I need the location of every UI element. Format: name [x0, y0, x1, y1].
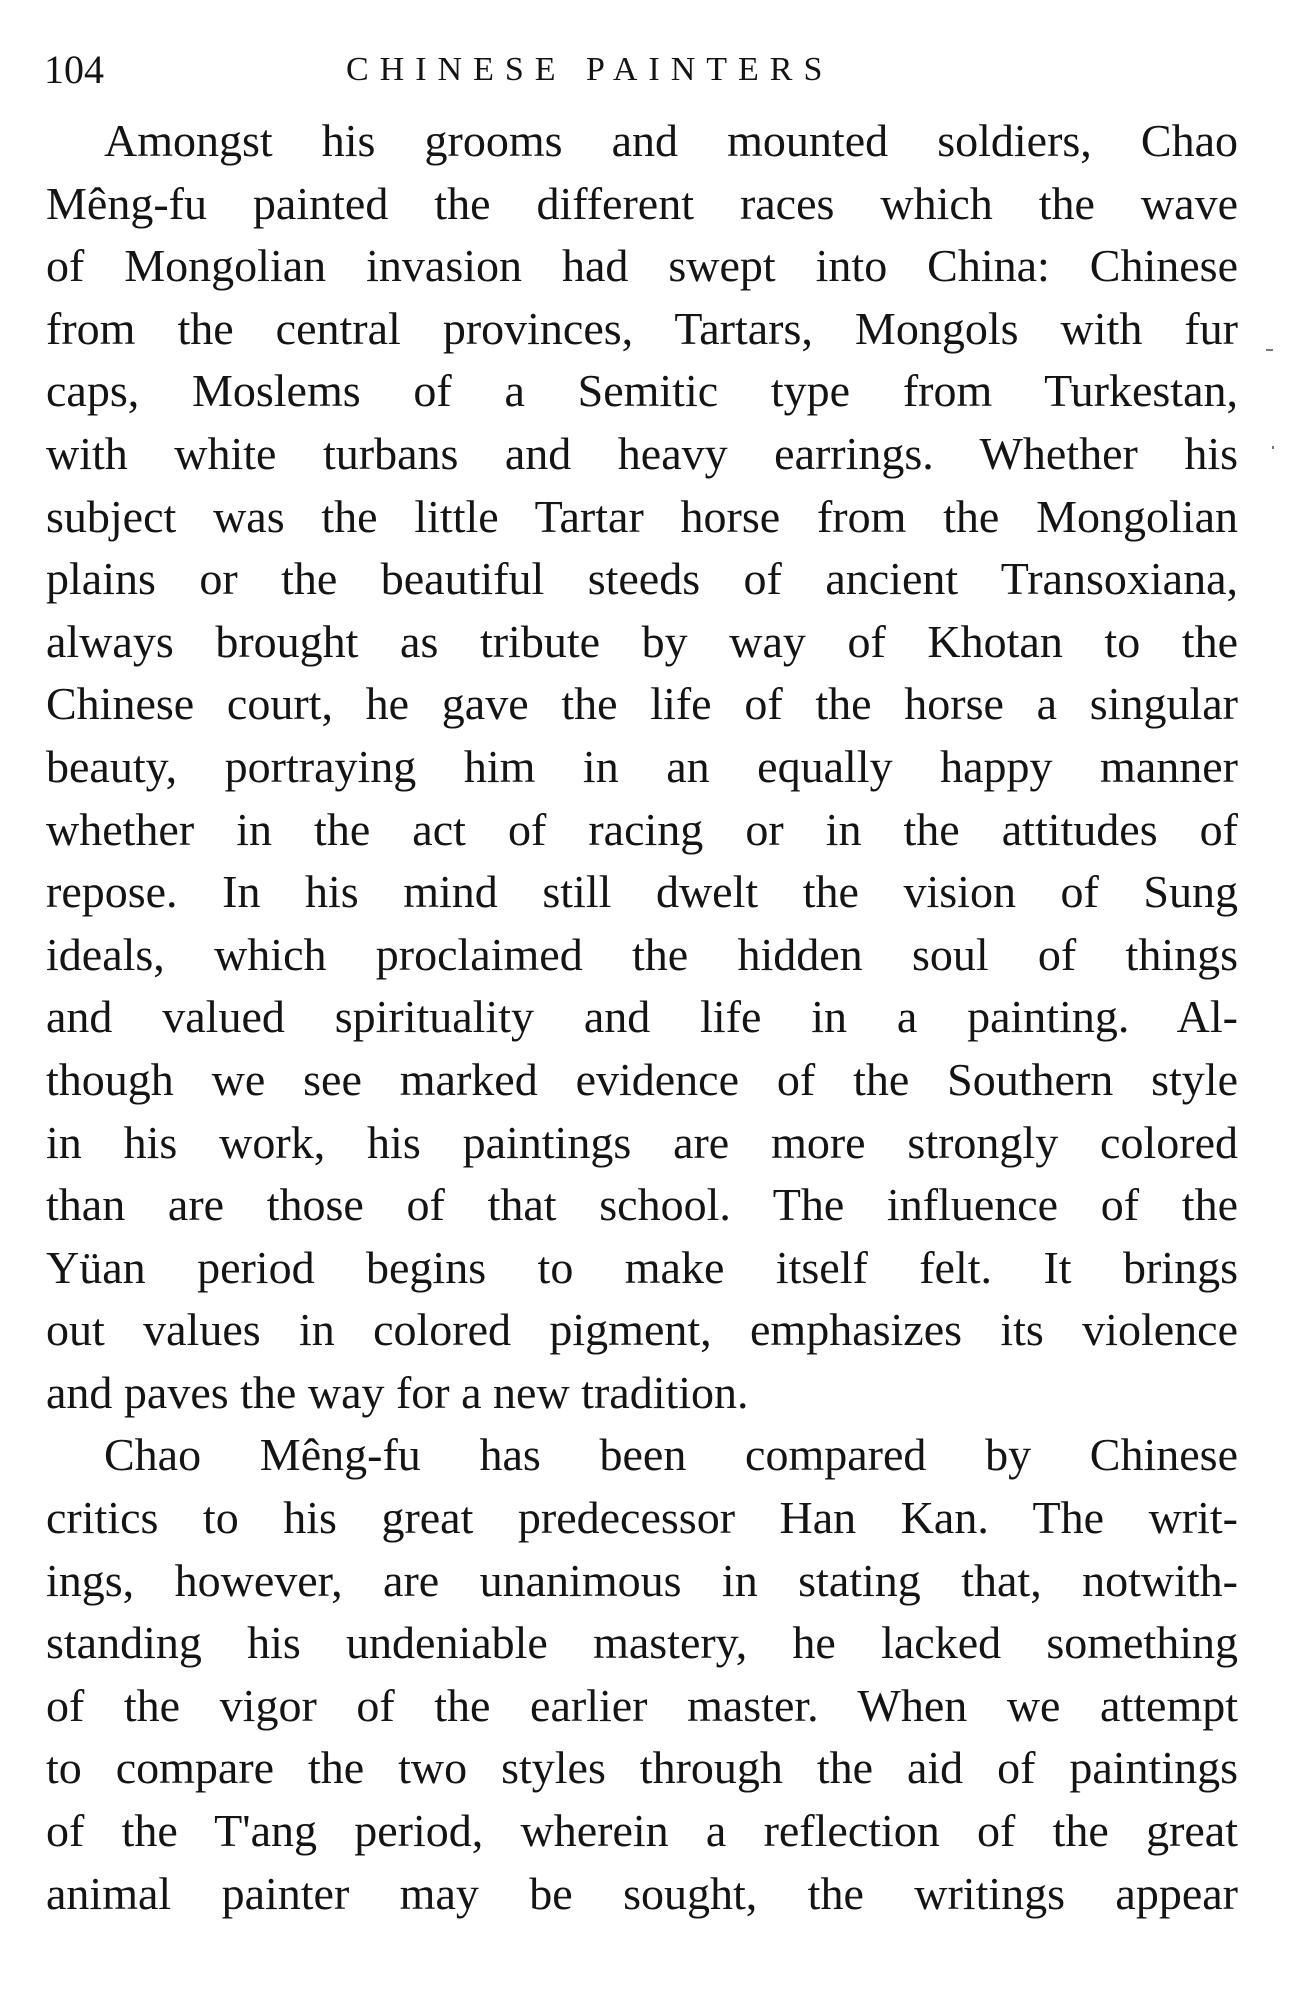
text-line: to compare the two styles through the aid of paintings: [46, 1742, 1238, 1794]
page-number: 104: [44, 47, 104, 92]
text-line: with white turbans and heavy earrings. Whether his: [46, 427, 1238, 479]
text-line: whether in the act of racing or in the attitudes of: [46, 803, 1238, 855]
text-line: of Mongolian invasion had swept into China: Chinese: [46, 240, 1238, 292]
text-line: and valued spirituality and life in a painting. Al-: [46, 991, 1238, 1043]
text-line: animal painter may be sought, the writings appear: [46, 1867, 1238, 1919]
text-line: Mêng-fu painted the different races which the wave: [46, 177, 1238, 229]
text-line: critics to his great predecessor Han Kan. The writ-: [46, 1492, 1238, 1544]
scan-speck: [1272, 446, 1274, 449]
text-line: Yüan period begins to make itself felt. It brings: [46, 1241, 1238, 1293]
text-line: always brought as tribute by way of Khotan to the: [46, 615, 1238, 667]
text-line: ings, however, are unanimous in stating that, notwith-: [46, 1554, 1238, 1606]
text-line: in his work, his paintings are more strongly colored: [46, 1116, 1238, 1168]
text-line: Chinese court, he gave the life of the horse a singular: [46, 678, 1238, 730]
text-line: beauty, portraying him in an equally happy manner: [46, 740, 1238, 792]
text-line: repose. In his mind still dwelt the vision of Sung: [46, 866, 1238, 918]
text-line: subject was the little Tartar horse from the Mongolian: [46, 490, 1238, 542]
scan-speck: [1266, 349, 1273, 351]
paragraph-1: [46, 110, 1238, 1424]
text-line: though we see marked evidence of the Southern style: [46, 1053, 1238, 1105]
paragraph-2: [46, 1424, 1238, 1925]
text-line: caps, Moslems of a Semitic type from Turkestan,: [46, 365, 1238, 417]
body-text: [46, 110, 1238, 1925]
text-line: Amongst his grooms and mounted soldiers, Chao: [104, 115, 1238, 166]
text-line: Chao Mêng-fu has been compared by Chinese: [104, 1429, 1238, 1481]
text-line: of the T'ang period, wherein a reflection of the great: [46, 1805, 1238, 1857]
text-line: from the central provinces, Tartars, Mongols with fur: [46, 302, 1238, 354]
text-line: of the vigor of the earlier master. When we attempt: [46, 1679, 1238, 1731]
text-line: standing his undeniable mastery, he lacked something: [46, 1617, 1238, 1669]
text-line: than are those of that school. The influence of the: [46, 1179, 1238, 1231]
running-title: CHINESE PAINTERS: [346, 51, 834, 88]
text-line: out values in colored pigment, emphasizes its violence: [46, 1304, 1238, 1356]
text-line: and paves the way for a new tradition.: [46, 1366, 749, 1418]
running-head: [44, 40, 1244, 100]
text-line: ideals, which proclaimed the hidden soul of things: [46, 928, 1238, 980]
text-line: plains or the beautiful steeds of ancient Transoxiana,: [46, 553, 1238, 605]
